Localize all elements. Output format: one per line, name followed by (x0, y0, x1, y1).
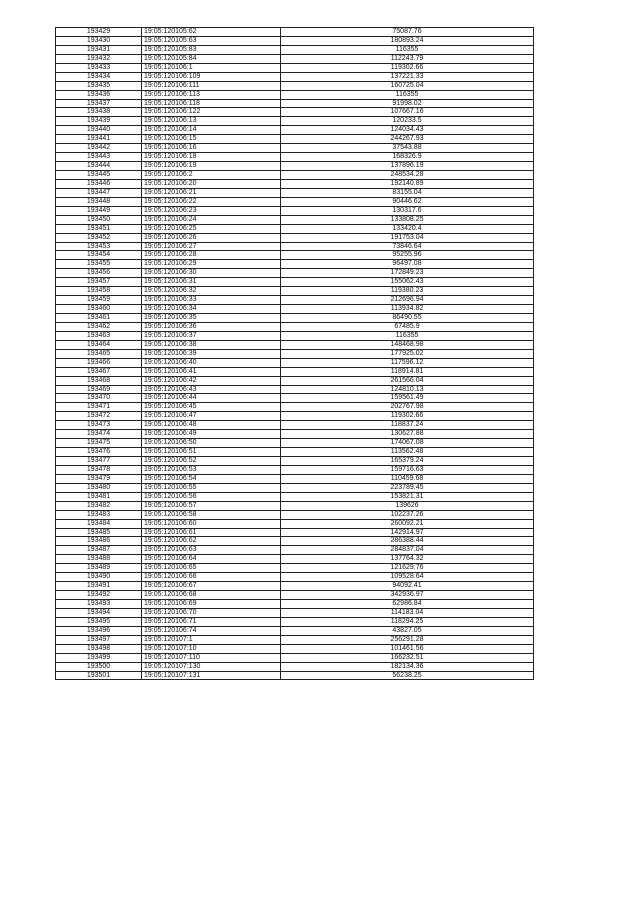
record-id-cell: 193494 (56, 608, 142, 617)
cadastral-number-cell: 19:05:120106:26 (142, 233, 281, 242)
cadastral-number-cell: 19:05:120106:61 (142, 528, 281, 537)
cadastral-number-cell: 19:05:120106:45 (142, 403, 281, 412)
value-cell: 130317.6 (281, 206, 534, 215)
cadastral-number-cell: 19:05:120107:131 (142, 671, 281, 680)
table-row (56, 322, 534, 331)
record-id-cell: 193490 (56, 573, 142, 582)
value-cell: 101461.56 (281, 644, 534, 653)
record-id-cell: 193477 (56, 457, 142, 466)
cadastral-number-cell: 19:05:120105:62 (142, 28, 281, 37)
value-cell: 160725.04 (281, 81, 534, 90)
table-row (56, 662, 534, 671)
value-cell: 83155.04 (281, 188, 534, 197)
record-id-cell: 193464 (56, 340, 142, 349)
table-row (56, 278, 534, 287)
cadastral-number-cell: 19:05:120106:54 (142, 474, 281, 483)
value-cell: 284837.04 (281, 546, 534, 555)
record-id-cell: 193443 (56, 153, 142, 162)
record-id-cell: 193445 (56, 171, 142, 180)
table-row (56, 528, 534, 537)
value-cell: 159561.49 (281, 394, 534, 403)
table-row (56, 90, 534, 99)
record-id-cell: 193472 (56, 412, 142, 421)
value-cell: 142914.97 (281, 528, 534, 537)
table-row (56, 54, 534, 63)
table-row (56, 179, 534, 188)
value-cell: 120233.5 (281, 117, 534, 126)
cadastral-number-cell: 19:05:120106:63 (142, 546, 281, 555)
value-cell: 133808.25 (281, 215, 534, 224)
cadastral-number-cell: 19:05:120106:42 (142, 376, 281, 385)
cadastral-number-cell: 19:05:120106:48 (142, 421, 281, 430)
record-id-cell: 193499 (56, 653, 142, 662)
record-id-cell: 193449 (56, 206, 142, 215)
record-id-cell: 193439 (56, 117, 142, 126)
record-id-cell: 193481 (56, 492, 142, 501)
record-id-cell: 193448 (56, 197, 142, 206)
cadastral-number-cell: 19:05:120107:1 (142, 635, 281, 644)
table-row (56, 126, 534, 135)
value-cell: 174067.08 (281, 439, 534, 448)
record-id-cell: 193480 (56, 483, 142, 492)
value-cell: 117596.12 (281, 358, 534, 367)
record-id-cell: 193433 (56, 63, 142, 72)
table-body (56, 28, 534, 680)
record-id-cell: 193457 (56, 278, 142, 287)
table-row (56, 635, 534, 644)
record-id-cell: 193495 (56, 617, 142, 626)
value-cell: 155062.43 (281, 278, 534, 287)
record-id-cell: 193482 (56, 501, 142, 510)
cadastral-number-cell: 19:05:120106:29 (142, 260, 281, 269)
cadastral-number-cell: 19:05:120106:32 (142, 287, 281, 296)
value-cell: 130627.88 (281, 430, 534, 439)
table-row (56, 457, 534, 466)
record-id-cell: 193466 (56, 358, 142, 367)
record-id-cell: 193434 (56, 72, 142, 81)
record-id-cell: 193468 (56, 376, 142, 385)
value-cell: 256291.28 (281, 635, 534, 644)
record-id-cell: 193471 (56, 403, 142, 412)
record-id-cell: 193470 (56, 394, 142, 403)
value-cell: 148468.98 (281, 340, 534, 349)
cadastral-number-cell: 19:05:120106:69 (142, 600, 281, 609)
value-cell: 116355 (281, 45, 534, 54)
value-cell: 124034.43 (281, 126, 534, 135)
record-id-cell: 193488 (56, 555, 142, 564)
table-row (56, 376, 534, 385)
value-cell: 168326.9 (281, 153, 534, 162)
cadastral-number-cell: 19:05:120106:31 (142, 278, 281, 287)
record-id-cell: 193485 (56, 528, 142, 537)
table-row (56, 242, 534, 251)
record-id-cell: 193496 (56, 626, 142, 635)
record-id-cell: 193450 (56, 215, 142, 224)
value-cell: 119302.66 (281, 63, 534, 72)
value-cell: 223789.45 (281, 483, 534, 492)
value-cell: 202767.98 (281, 403, 534, 412)
value-cell: 248534.28 (281, 171, 534, 180)
record-id-cell: 193461 (56, 314, 142, 323)
cadastral-number-cell: 19:05:120107:110 (142, 653, 281, 662)
table-row (56, 135, 534, 144)
cadastral-number-cell: 19:05:120106:35 (142, 314, 281, 323)
table-row (56, 403, 534, 412)
table-row (56, 28, 534, 37)
table-row (56, 305, 534, 314)
record-id-cell: 193444 (56, 162, 142, 171)
value-cell: 119302.66 (281, 412, 534, 421)
table-row (56, 367, 534, 376)
value-cell: 95255.96 (281, 251, 534, 260)
value-cell: 96497.08 (281, 260, 534, 269)
record-id-cell: 193430 (56, 36, 142, 45)
record-id-cell: 193456 (56, 269, 142, 278)
table-row (56, 117, 534, 126)
record-id-cell: 193465 (56, 349, 142, 358)
cadastral-number-cell: 19:05:120106:43 (142, 385, 281, 394)
cadastral-number-cell: 19:05:120106:40 (142, 358, 281, 367)
cadastral-number-cell: 19:05:120105:63 (142, 36, 281, 45)
value-cell: 116355 (281, 331, 534, 340)
record-id-cell: 193498 (56, 644, 142, 653)
value-cell: 244267.93 (281, 135, 534, 144)
cadastral-number-cell: 19:05:120106:122 (142, 108, 281, 117)
value-cell: 109528.64 (281, 573, 534, 582)
value-cell: 43827.05 (281, 626, 534, 635)
record-id-cell: 193451 (56, 224, 142, 233)
record-id-cell: 193453 (56, 242, 142, 251)
table-row (56, 600, 534, 609)
record-id-cell: 193469 (56, 385, 142, 394)
cadastral-number-cell: 19:05:120106:28 (142, 251, 281, 260)
record-id-cell: 193492 (56, 591, 142, 600)
cadastral-number-cell: 19:05:120106:38 (142, 340, 281, 349)
cadastral-number-cell: 19:05:120107:130 (142, 662, 281, 671)
value-cell: 114183.04 (281, 608, 534, 617)
cadastral-number-cell: 19:05:120106:22 (142, 197, 281, 206)
table-row (56, 492, 534, 501)
cadastral-number-cell: 19:05:120106:74 (142, 626, 281, 635)
cadastral-number-cell: 19:05:120106:34 (142, 305, 281, 314)
cadastral-number-cell: 19:05:120106:65 (142, 564, 281, 573)
record-id-cell: 193436 (56, 90, 142, 99)
cadastral-number-cell: 19:05:120106:51 (142, 448, 281, 457)
table-row (56, 296, 534, 305)
cadastral-number-cell: 19:05:120106:2 (142, 171, 281, 180)
record-id-cell: 193460 (56, 305, 142, 314)
table-row (56, 162, 534, 171)
record-id-cell: 193489 (56, 564, 142, 573)
table-row (56, 573, 534, 582)
cadastral-number-cell: 19:05:120106:36 (142, 322, 281, 331)
value-cell: 159716.63 (281, 465, 534, 474)
record-id-cell: 193454 (56, 251, 142, 260)
table-row (56, 153, 534, 162)
value-cell: 121629.76 (281, 564, 534, 573)
value-cell: 166232.51 (281, 653, 534, 662)
table-row (56, 349, 534, 358)
record-id-cell: 193474 (56, 430, 142, 439)
cadastral-number-cell: 19:05:120106:33 (142, 296, 281, 305)
cadastral-number-cell: 19:05:120106:16 (142, 144, 281, 153)
table-row (56, 331, 534, 340)
cadastral-number-cell: 19:05:120107:10 (142, 644, 281, 653)
table-row (56, 617, 534, 626)
value-cell: 112243.79 (281, 54, 534, 63)
cadastral-number-cell: 19:05:120105:84 (142, 54, 281, 63)
table-row (56, 144, 534, 153)
table-row (56, 171, 534, 180)
cadastral-number-cell: 19:05:120106:24 (142, 215, 281, 224)
value-cell: 56238.25 (281, 671, 534, 680)
value-cell: 86490.55 (281, 314, 534, 323)
cadastral-number-cell: 19:05:120106:39 (142, 349, 281, 358)
value-cell: 260092.21 (281, 519, 534, 528)
cadastral-number-cell: 19:05:120106:52 (142, 457, 281, 466)
table-row (56, 251, 534, 260)
cadastral-number-cell: 19:05:120106:113 (142, 90, 281, 99)
cadastral-number-cell: 19:05:120106:53 (142, 465, 281, 474)
cadastral-number-cell: 19:05:120106:70 (142, 608, 281, 617)
cadastral-number-cell: 19:05:120106:71 (142, 617, 281, 626)
cadastral-number-cell: 19:05:120106:25 (142, 224, 281, 233)
value-cell: 118837.24 (281, 421, 534, 430)
table-row (56, 394, 534, 403)
record-id-cell: 193432 (56, 54, 142, 63)
value-cell: 113934.82 (281, 305, 534, 314)
record-id-cell: 193497 (56, 635, 142, 644)
record-id-cell: 193438 (56, 108, 142, 117)
value-cell: 153821.31 (281, 492, 534, 501)
value-cell: 94092.41 (281, 582, 534, 591)
table-row (56, 546, 534, 555)
record-id-cell: 193476 (56, 448, 142, 457)
value-cell: 118914.81 (281, 367, 534, 376)
value-cell: 124810.13 (281, 385, 534, 394)
value-cell: 182134.36 (281, 662, 534, 671)
cadastral-number-cell: 19:05:120106:49 (142, 430, 281, 439)
cadastral-number-cell: 19:05:120106:111 (142, 81, 281, 90)
cadastral-number-cell: 19:05:120106:30 (142, 269, 281, 278)
value-cell: 137764.32 (281, 555, 534, 564)
record-id-cell: 193487 (56, 546, 142, 555)
table-row (56, 197, 534, 206)
cadastral-number-cell: 19:05:120106:109 (142, 72, 281, 81)
data-table (55, 27, 534, 680)
value-cell: 110459.68 (281, 474, 534, 483)
value-cell: 172849.23 (281, 269, 534, 278)
cadastral-number-cell: 19:05:120106:50 (142, 439, 281, 448)
record-id-cell: 193452 (56, 233, 142, 242)
record-id-cell: 193442 (56, 144, 142, 153)
record-id-cell: 193462 (56, 322, 142, 331)
record-id-cell: 193501 (56, 671, 142, 680)
value-cell: 37543.88 (281, 144, 534, 153)
table-row (56, 510, 534, 519)
value-cell: 286388.44 (281, 537, 534, 546)
table-row (56, 340, 534, 349)
table-row (56, 385, 534, 394)
value-cell: 116355 (281, 90, 534, 99)
cadastral-number-cell: 19:05:120106:1 (142, 63, 281, 72)
table-row (56, 108, 534, 117)
value-cell: 139626 (281, 501, 534, 510)
value-cell: 91998.02 (281, 99, 534, 108)
table-row (56, 99, 534, 108)
cadastral-number-cell: 19:05:120106:67 (142, 582, 281, 591)
record-id-cell: 193483 (56, 510, 142, 519)
cadastral-number-cell: 19:05:120105:83 (142, 45, 281, 54)
table-row (56, 537, 534, 546)
table-row (56, 555, 534, 564)
cadastral-number-cell: 19:05:120106:18 (142, 153, 281, 162)
record-id-cell: 193463 (56, 331, 142, 340)
table-row (56, 564, 534, 573)
record-id-cell: 193484 (56, 519, 142, 528)
table-row (56, 314, 534, 323)
cadastral-number-cell: 19:05:120106:68 (142, 591, 281, 600)
cadastral-number-cell: 19:05:120106:64 (142, 555, 281, 564)
table-row (56, 45, 534, 54)
table-row (56, 465, 534, 474)
table-row (56, 215, 534, 224)
value-cell: 67485.9 (281, 322, 534, 331)
table-row (56, 36, 534, 45)
cadastral-number-cell: 19:05:120106:55 (142, 483, 281, 492)
record-id-cell: 193467 (56, 367, 142, 376)
value-cell: 165379.24 (281, 457, 534, 466)
cadastral-number-cell: 19:05:120106:56 (142, 492, 281, 501)
table-row (56, 501, 534, 510)
value-cell: 180893.24 (281, 36, 534, 45)
cadastral-number-cell: 19:05:120106:37 (142, 331, 281, 340)
table-row (56, 483, 534, 492)
cadastral-number-cell: 19:05:120106:15 (142, 135, 281, 144)
record-id-cell: 193441 (56, 135, 142, 144)
value-cell: 119380.23 (281, 287, 534, 296)
table-row (56, 644, 534, 653)
cadastral-number-cell: 19:05:120106:118 (142, 99, 281, 108)
record-id-cell: 193458 (56, 287, 142, 296)
record-id-cell: 193459 (56, 296, 142, 305)
table-row (56, 582, 534, 591)
record-id-cell: 193429 (56, 28, 142, 37)
record-id-cell: 193478 (56, 465, 142, 474)
cadastral-number-cell: 19:05:120106:13 (142, 117, 281, 126)
table-row (56, 430, 534, 439)
cadastral-number-cell: 19:05:120106:60 (142, 519, 281, 528)
cadastral-number-cell: 19:05:120106:66 (142, 573, 281, 582)
table-row (56, 653, 534, 662)
table-row (56, 591, 534, 600)
table-row (56, 206, 534, 215)
table-row (56, 448, 534, 457)
record-id-cell: 193440 (56, 126, 142, 135)
table-row (56, 72, 534, 81)
value-cell: 137896.19 (281, 162, 534, 171)
value-cell: 73846.64 (281, 242, 534, 251)
table-row (56, 412, 534, 421)
cadastral-number-cell: 19:05:120106:20 (142, 179, 281, 188)
cadastral-number-cell: 19:05:120106:62 (142, 537, 281, 546)
value-cell: 62986.84 (281, 600, 534, 609)
record-id-cell: 193431 (56, 45, 142, 54)
cadastral-number-cell: 19:05:120106:57 (142, 501, 281, 510)
value-cell: 342936.97 (281, 591, 534, 600)
record-id-cell: 193493 (56, 600, 142, 609)
table-row (56, 358, 534, 367)
value-cell: 191753.04 (281, 233, 534, 242)
value-cell: 192140.89 (281, 179, 534, 188)
table-row (56, 269, 534, 278)
table-row (56, 608, 534, 617)
table-row (56, 421, 534, 430)
table-row (56, 81, 534, 90)
table-row (56, 188, 534, 197)
value-cell: 261566.04 (281, 376, 534, 385)
record-id-cell: 193486 (56, 537, 142, 546)
cadastral-number-cell: 19:05:120106:23 (142, 206, 281, 215)
table-row (56, 439, 534, 448)
table-row (56, 519, 534, 528)
record-id-cell: 193435 (56, 81, 142, 90)
table-row (56, 63, 534, 72)
table-row (56, 474, 534, 483)
record-id-cell: 193473 (56, 421, 142, 430)
record-id-cell: 193446 (56, 179, 142, 188)
table-row (56, 626, 534, 635)
value-cell: 118294.25 (281, 617, 534, 626)
table-row (56, 233, 534, 242)
table-row (56, 671, 534, 680)
value-cell: 113562.48 (281, 448, 534, 457)
record-id-cell: 193500 (56, 662, 142, 671)
cadastral-number-cell: 19:05:120106:21 (142, 188, 281, 197)
record-id-cell: 193455 (56, 260, 142, 269)
table-row (56, 287, 534, 296)
record-id-cell: 193475 (56, 439, 142, 448)
value-cell: 102237.26 (281, 510, 534, 519)
record-id-cell: 193447 (56, 188, 142, 197)
table-row (56, 260, 534, 269)
table-row (56, 224, 534, 233)
value-cell: 133420.4 (281, 224, 534, 233)
value-cell: 177925.02 (281, 349, 534, 358)
value-cell: 75087.76 (281, 28, 534, 37)
value-cell: 137221.33 (281, 72, 534, 81)
cadastral-number-cell: 19:05:120106:27 (142, 242, 281, 251)
cadastral-number-cell: 19:05:120106:41 (142, 367, 281, 376)
record-id-cell: 193491 (56, 582, 142, 591)
value-cell: 107667.16 (281, 108, 534, 117)
value-cell: 212696.94 (281, 296, 534, 305)
cadastral-number-cell: 19:05:120106:44 (142, 394, 281, 403)
record-id-cell: 193437 (56, 99, 142, 108)
record-id-cell: 193479 (56, 474, 142, 483)
value-cell: 90446.62 (281, 197, 534, 206)
cadastral-number-cell: 19:05:120106:14 (142, 126, 281, 135)
cadastral-number-cell: 19:05:120106:19 (142, 162, 281, 171)
cadastral-number-cell: 19:05:120106:58 (142, 510, 281, 519)
cadastral-number-cell: 19:05:120106:47 (142, 412, 281, 421)
